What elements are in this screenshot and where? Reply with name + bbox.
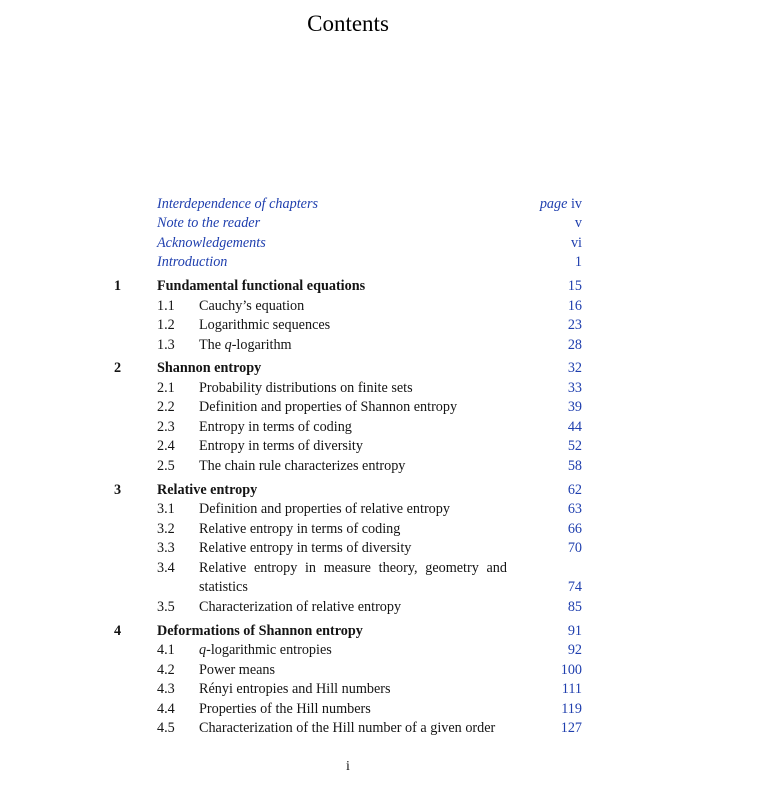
- section-title[interactable]: [199, 336, 292, 356]
- section-title[interactable]: Properties of the Hill numbers: [199, 701, 371, 717]
- toc-chapter-1[interactable]: [0, 277, 771, 297]
- chapter-title[interactable]: Shannon entropy: [157, 360, 262, 376]
- toc-entry-page[interactable]: 1: [574, 254, 582, 270]
- toc-entry-page[interactable]: vi: [570, 235, 582, 251]
- section-page[interactable]: 111: [561, 681, 582, 697]
- section-number: 2.3: [157, 419, 175, 435]
- toc-section-3-3[interactable]: [0, 539, 771, 559]
- section-number: 2.4: [157, 438, 175, 454]
- toc-section-1-2[interactable]: [0, 316, 771, 336]
- toc-entry-title[interactable]: Acknowledgements: [157, 235, 266, 251]
- section-page[interactable]: 92: [567, 642, 582, 658]
- section-title[interactable]: Relative entropy in terms of diversity: [199, 540, 412, 556]
- section-number: 1.1: [157, 298, 175, 314]
- section-page[interactable]: 70: [567, 540, 582, 556]
- toc-section-4-1[interactable]: [0, 641, 771, 661]
- toc-chapter-3[interactable]: [0, 481, 771, 501]
- toc-section-3-5[interactable]: [0, 598, 771, 618]
- toc-entry-title[interactable]: Note to the reader: [157, 215, 261, 231]
- section-page[interactable]: 39: [567, 399, 582, 415]
- section-page[interactable]: 28: [567, 337, 582, 353]
- section-title[interactable]: The chain rule characterizes entropy: [199, 458, 406, 474]
- section-number: 2.1: [157, 380, 175, 396]
- chapter-title[interactable]: Fundamental functional equations: [157, 278, 366, 294]
- section-page[interactable]: 44: [567, 419, 582, 435]
- section-number: 4.4: [157, 701, 175, 717]
- section-number: 2.2: [157, 399, 175, 415]
- toc-section-3-1[interactable]: [0, 500, 771, 520]
- chapter-number: 1: [114, 278, 122, 294]
- section-page[interactable]: 74: [567, 579, 582, 595]
- section-title[interactable]: Characterization of the Hill number of a given order: [199, 720, 496, 736]
- toc-entry-introduction[interactable]: [0, 253, 771, 273]
- chapter-title[interactable]: Relative entropy: [157, 482, 258, 498]
- toc-entry-page[interactable]: v: [574, 215, 582, 231]
- section-title-continued[interactable]: statistics: [199, 579, 248, 595]
- title-rest: -logarithm: [231, 337, 292, 353]
- section-page[interactable]: 58: [567, 458, 582, 474]
- section-title[interactable]: [199, 641, 332, 661]
- section-title[interactable]: Characterization of relative entropy: [199, 599, 402, 615]
- section-number: 3.4: [157, 560, 175, 576]
- section-page[interactable]: 100: [560, 662, 582, 678]
- toc-section-3-2[interactable]: [0, 520, 771, 540]
- section-number: 1.2: [157, 317, 175, 333]
- math-variable: q: [199, 642, 207, 658]
- toc-chapter-4[interactable]: [0, 622, 771, 642]
- section-number: 4.5: [157, 720, 175, 736]
- section-title[interactable]: Relative entropy in terms of coding: [199, 521, 401, 537]
- toc-section-1-1[interactable]: [0, 297, 771, 317]
- toc-section-1-3[interactable]: [0, 336, 771, 356]
- chapter-number: 4: [114, 623, 122, 639]
- section-page[interactable]: 23: [567, 317, 582, 333]
- title-rest: -logarithmic entropies: [206, 642, 332, 658]
- section-page[interactable]: 52: [567, 438, 582, 454]
- section-title[interactable]: Definition and properties of relative entropy: [199, 501, 450, 517]
- section-title[interactable]: Entropy in terms of diversity: [199, 438, 363, 454]
- toc-section-3-4[interactable]: [0, 559, 771, 579]
- section-title[interactable]: Rényi entropies and Hill numbers: [199, 681, 391, 697]
- toc-entry-title[interactable]: Introduction: [157, 254, 228, 270]
- section-page[interactable]: 127: [560, 720, 582, 736]
- toc-section-2-5[interactable]: [0, 457, 771, 477]
- section-number: 3.5: [157, 599, 175, 615]
- chapter-number: 2: [114, 360, 122, 376]
- section-title[interactable]: Power means: [199, 662, 276, 678]
- page-number-value: iv: [570, 196, 582, 212]
- section-number: 1.3: [157, 337, 175, 353]
- section-page[interactable]: 66: [567, 521, 582, 537]
- section-number: 4.1: [157, 642, 175, 658]
- toc-entry-acknowledgements[interactable]: [0, 234, 771, 254]
- toc-entry-page[interactable]: [540, 195, 582, 215]
- section-title[interactable]: Cauchy’s equation: [199, 298, 305, 314]
- toc-chapter-2[interactable]: [0, 359, 771, 379]
- section-number: 4.2: [157, 662, 175, 678]
- math-variable: q: [224, 337, 232, 353]
- section-title[interactable]: Relative entropy in measure theory, geometry and: [199, 560, 507, 576]
- section-title[interactable]: Logarithmic sequences: [199, 317, 331, 333]
- toc-section-2-2[interactable]: [0, 398, 771, 418]
- chapter-page[interactable]: 32: [567, 360, 582, 376]
- toc-entry-note-to-reader[interactable]: [0, 214, 771, 234]
- section-page[interactable]: 119: [561, 701, 582, 717]
- section-page[interactable]: 16: [567, 298, 582, 314]
- chapter-page[interactable]: 62: [567, 482, 582, 498]
- section-title[interactable]: Entropy in terms of coding: [199, 419, 352, 435]
- section-number: 2.5: [157, 458, 175, 474]
- section-title[interactable]: Definition and properties of Shannon entropy: [199, 399, 458, 415]
- section-page[interactable]: 33: [567, 380, 582, 396]
- toc-entry-interdependence[interactable]: [0, 195, 771, 215]
- section-number: 3.2: [157, 521, 175, 537]
- toc-section-4-2[interactable]: [0, 661, 771, 681]
- chapter-number: 3: [114, 482, 122, 498]
- section-title[interactable]: Probability distributions on finite sets: [199, 380, 413, 396]
- toc-section-4-3[interactable]: [0, 680, 771, 700]
- page-number: i: [346, 759, 350, 774]
- toc-section-2-4[interactable]: [0, 437, 771, 457]
- section-page[interactable]: 85: [567, 599, 582, 615]
- toc-section-4-5[interactable]: [0, 719, 771, 739]
- section-number: 4.3: [157, 681, 175, 697]
- title-prefix: The: [199, 337, 225, 353]
- chapter-page[interactable]: 15: [567, 278, 582, 294]
- section-page[interactable]: 63: [567, 501, 582, 517]
- page-prefix: page: [539, 196, 568, 212]
- toc-section-3-4-continued[interactable]: [0, 578, 771, 598]
- chapter-page[interactable]: 91: [567, 623, 582, 639]
- section-number: 3.1: [157, 501, 175, 517]
- toc-section-4-4[interactable]: [0, 700, 771, 720]
- toc-section-2-3[interactable]: [0, 418, 771, 438]
- toc-section-2-1[interactable]: [0, 379, 771, 399]
- section-number: 3.3: [157, 540, 175, 556]
- toc-entry-title[interactable]: Interdependence of chapters: [157, 196, 318, 212]
- page-title: Contents: [307, 11, 389, 36]
- chapter-title[interactable]: Deformations of Shannon entropy: [157, 623, 363, 639]
